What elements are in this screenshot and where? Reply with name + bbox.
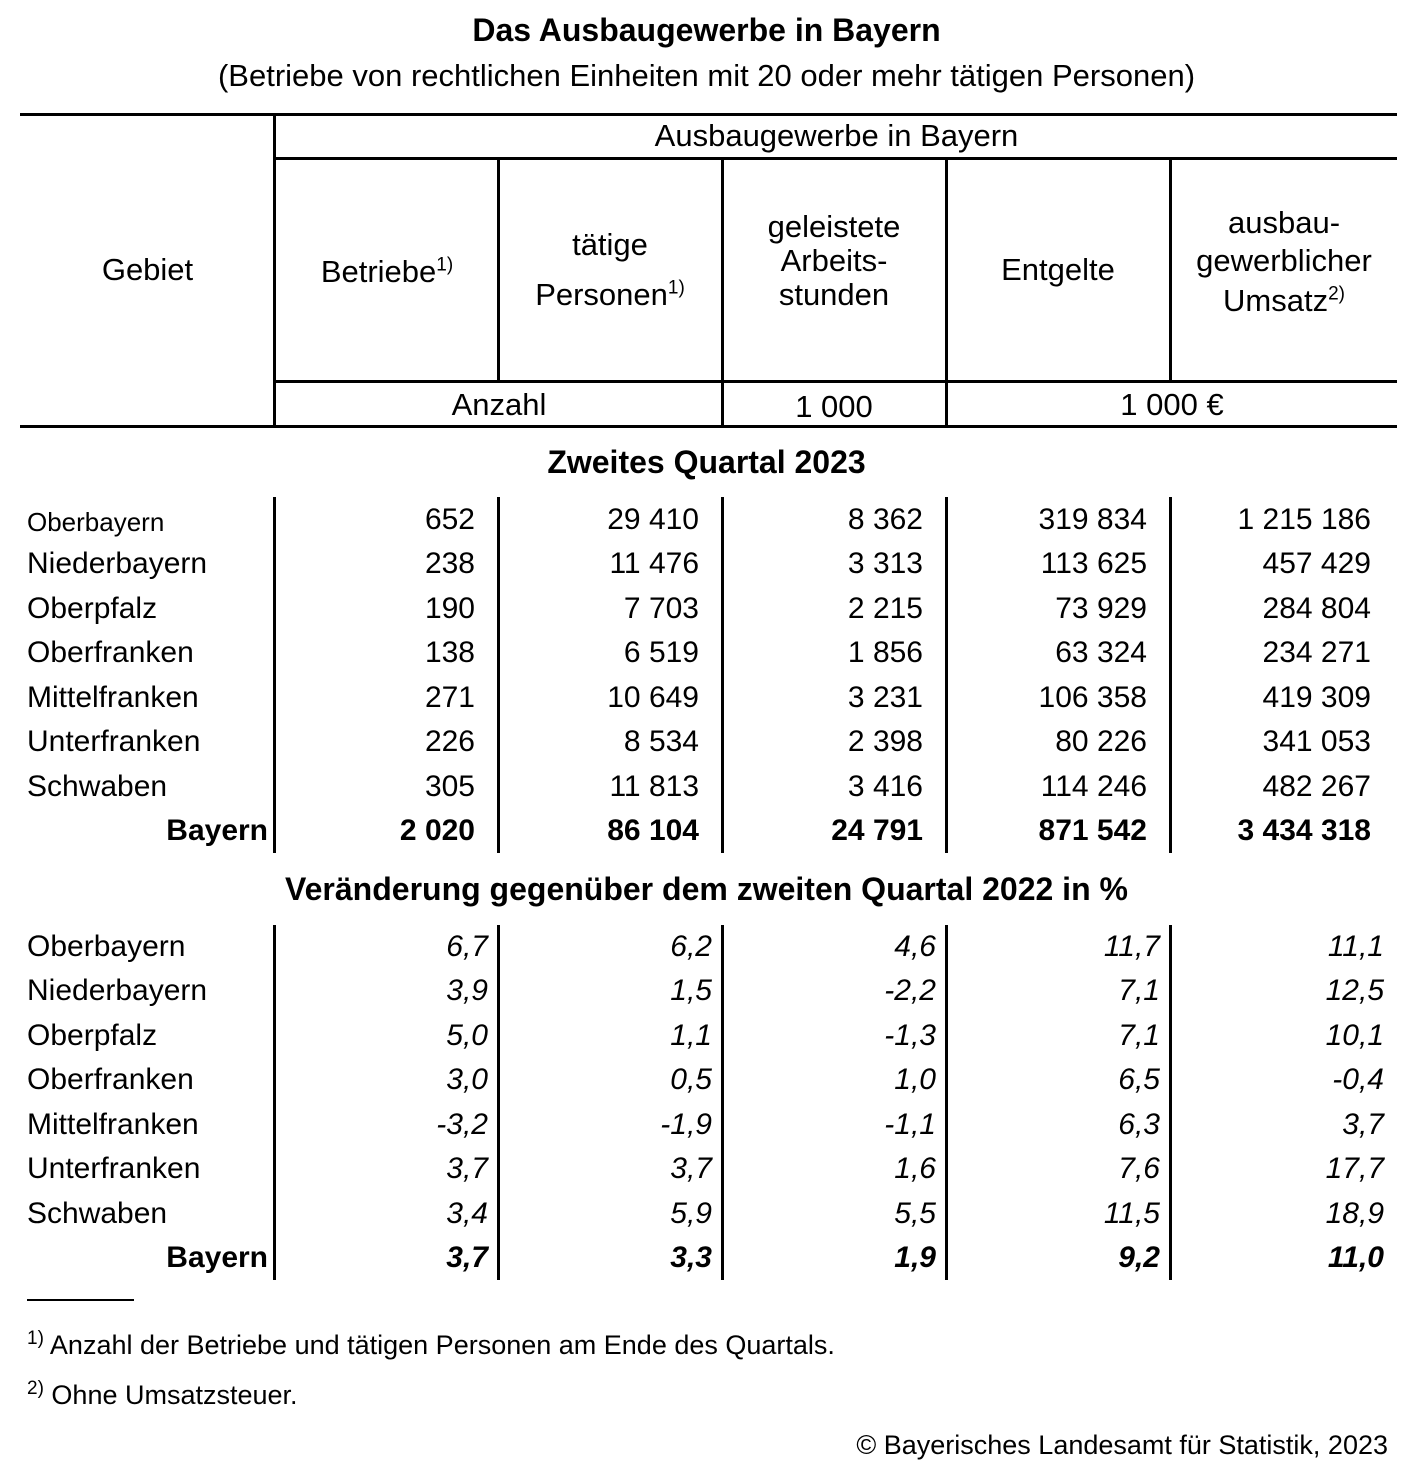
cell-stunden: 3 231 bbox=[847, 681, 923, 714]
cell-entgelte: 63 324 bbox=[1055, 636, 1147, 669]
cell-entgelte: 6,3 bbox=[1118, 1108, 1160, 1141]
table-row bbox=[0, 503, 1413, 547]
cell-stunden: 8 362 bbox=[847, 503, 923, 536]
unit-rule bbox=[275, 380, 1397, 383]
header-group: Ausbaugewerbe in Bayern bbox=[654, 118, 1019, 153]
header-col3-line1: geleistete bbox=[767, 209, 901, 244]
table-row bbox=[0, 636, 1413, 680]
page-subtitle: (Betriebe von rechtlichen Einheiten mit 20 oder mehr tätigen Personen) bbox=[217, 58, 1196, 93]
row-label: Oberfranken bbox=[27, 1063, 194, 1096]
footnote-2 bbox=[27, 1380, 298, 1411]
footnote-1 bbox=[27, 1330, 835, 1361]
cell-personen: 10 649 bbox=[607, 681, 699, 714]
cell-betriebe: 305 bbox=[424, 770, 475, 803]
row-label: Niederbayern bbox=[27, 547, 208, 580]
cell-betriebe: 6,7 bbox=[446, 930, 488, 963]
section-title-q2-2023: Zweites Quartal 2023 bbox=[547, 444, 866, 480]
table-row bbox=[0, 930, 1413, 974]
cell-entgelte: 106 358 bbox=[1038, 681, 1147, 714]
cell-personen: 5,9 bbox=[670, 1197, 712, 1230]
header-col3-line3: stunden bbox=[778, 277, 890, 312]
cell-betriebe: 5,0 bbox=[446, 1019, 488, 1052]
cell-betriebe: -3,2 bbox=[436, 1108, 488, 1141]
footnote-2-text: Ohne Umsatzsteuer. bbox=[51, 1380, 298, 1410]
table-row bbox=[0, 1063, 1413, 1107]
table-row bbox=[0, 1197, 1413, 1241]
cell-entgelte: 11,5 bbox=[1103, 1197, 1160, 1230]
cell-betriebe: 3,0 bbox=[446, 1063, 488, 1096]
unit-1000-euro: 1 000 € bbox=[1120, 387, 1224, 422]
table-row bbox=[0, 1019, 1413, 1063]
table-row bbox=[0, 1152, 1413, 1196]
cell-entgelte: 113 625 bbox=[1040, 547, 1147, 580]
table-row bbox=[0, 592, 1413, 636]
row-label: Oberbayern bbox=[27, 507, 165, 537]
cell-personen: 1,1 bbox=[670, 1019, 712, 1052]
cell-betriebe: 238 bbox=[424, 547, 475, 580]
row-label: Schwaben bbox=[27, 770, 168, 803]
cell-entgelte: 319 834 bbox=[1038, 503, 1147, 536]
cell-betriebe: 652 bbox=[424, 503, 475, 536]
cell-stunden: 2 398 bbox=[847, 725, 923, 758]
row-label: Mittelfranken bbox=[27, 1108, 199, 1141]
footnote-rule bbox=[27, 1299, 134, 1301]
cell-umsatz: -0,4 bbox=[1332, 1063, 1384, 1096]
row-label: Schwaben bbox=[27, 1197, 168, 1230]
row-label: Oberpfalz bbox=[27, 1019, 158, 1052]
row-label: Oberpfalz bbox=[27, 592, 158, 625]
cell-umsatz: 234 271 bbox=[1262, 636, 1371, 669]
row-label: Oberbayern bbox=[27, 930, 186, 963]
section-title-change: Veränderung gegenüber dem zweiten Quartal 2022 in % bbox=[285, 871, 1128, 907]
cell-personen: 1,5 bbox=[670, 974, 712, 1007]
cell-personen: 7 703 bbox=[623, 592, 699, 625]
cell-stunden: -1,1 bbox=[884, 1108, 936, 1141]
cell-betriebe: 271 bbox=[424, 681, 475, 714]
header-taetige-personen bbox=[499, 228, 721, 312]
cell-umsatz: 12,5 bbox=[1325, 974, 1384, 1007]
unit-anzahl: Anzahl bbox=[451, 387, 547, 422]
cell-betriebe: 190 bbox=[424, 592, 475, 625]
cell-entgelte: 9,2 bbox=[1118, 1241, 1160, 1274]
cell-betriebe: 226 bbox=[424, 725, 475, 758]
cell-personen: 3,3 bbox=[670, 1241, 712, 1274]
header-betriebe-label: Betriebe bbox=[320, 254, 437, 289]
cell-personen: 11 476 bbox=[609, 547, 699, 580]
header-arbeitsstunden bbox=[723, 210, 945, 312]
cell-betriebe: 3,9 bbox=[446, 974, 488, 1007]
cell-umsatz: 18,9 bbox=[1325, 1197, 1384, 1230]
table-row-total bbox=[0, 1241, 1413, 1285]
cell-entgelte: 114 246 bbox=[1040, 770, 1147, 803]
cell-personen: 3,7 bbox=[670, 1152, 712, 1185]
row-label: Unterfranken bbox=[27, 1152, 201, 1185]
cell-stunden: 4,6 bbox=[894, 930, 936, 963]
unit-1000: 1 000 bbox=[795, 389, 873, 424]
row-label: Niederbayern bbox=[27, 974, 208, 1007]
cell-entgelte: 73 929 bbox=[1055, 592, 1147, 625]
cell-personen: 8 534 bbox=[623, 725, 699, 758]
cell-stunden: 1,6 bbox=[894, 1152, 936, 1185]
cell-entgelte: 7,6 bbox=[1118, 1152, 1160, 1185]
cell-entgelte: 871 542 bbox=[1038, 814, 1147, 847]
header-col5-line3: Umsatz bbox=[1223, 283, 1329, 318]
cell-betriebe: 3,4 bbox=[446, 1197, 488, 1230]
header-umsatz bbox=[1171, 206, 1397, 318]
cell-stunden: -1,3 bbox=[884, 1019, 936, 1052]
cell-umsatz: 1 215 186 bbox=[1237, 503, 1371, 536]
cell-stunden: 24 791 bbox=[831, 814, 923, 847]
cell-personen: 11 813 bbox=[609, 770, 699, 803]
footnote-1-mark: 1) bbox=[27, 1328, 44, 1349]
table-row bbox=[0, 770, 1413, 814]
header-betriebe bbox=[276, 255, 498, 289]
header-bottom-rule bbox=[20, 425, 1397, 428]
row-label: Oberfranken bbox=[27, 636, 194, 669]
table-row-total bbox=[0, 814, 1413, 858]
cell-entgelte: 7,1 bbox=[1118, 974, 1160, 1007]
cell-umsatz: 11,0 bbox=[1327, 1241, 1384, 1274]
cell-umsatz: 341 053 bbox=[1262, 725, 1371, 758]
header-col2-line1: tätige bbox=[572, 227, 648, 262]
cell-entgelte: 7,1 bbox=[1118, 1019, 1160, 1052]
row-label: Mittelfranken bbox=[27, 681, 199, 714]
header-top-rule bbox=[20, 113, 1397, 116]
page-title: Das Ausbaugewerbe in Bayern bbox=[472, 12, 941, 48]
cell-stunden: -2,2 bbox=[884, 974, 936, 1007]
cell-stunden: 5,5 bbox=[894, 1197, 936, 1230]
cell-umsatz: 10,1 bbox=[1325, 1019, 1384, 1052]
cell-umsatz: 457 429 bbox=[1262, 547, 1371, 580]
cell-personen: 0,5 bbox=[670, 1063, 712, 1096]
row-label-total: Bayern bbox=[166, 1241, 268, 1274]
footnote-ref: 2) bbox=[1328, 283, 1345, 305]
cell-stunden: 3 416 bbox=[847, 770, 923, 803]
cell-entgelte: 11,7 bbox=[1103, 930, 1160, 963]
cell-umsatz: 11,1 bbox=[1327, 930, 1384, 963]
cell-betriebe: 3,7 bbox=[446, 1152, 488, 1185]
footnote-2-mark: 2) bbox=[27, 1378, 44, 1399]
cell-entgelte: 6,5 bbox=[1118, 1063, 1160, 1096]
header-col5-line1: ausbau- bbox=[1227, 205, 1341, 240]
row-label-total: Bayern bbox=[166, 814, 268, 847]
cell-personen: 86 104 bbox=[607, 814, 699, 847]
cell-personen: -1,9 bbox=[660, 1108, 712, 1141]
cell-umsatz: 3 434 318 bbox=[1237, 814, 1371, 847]
cell-umsatz: 3,7 bbox=[1342, 1108, 1384, 1141]
cell-umsatz: 17,7 bbox=[1325, 1152, 1384, 1185]
cell-personen: 6,2 bbox=[670, 930, 712, 963]
table-row bbox=[0, 725, 1413, 769]
cell-stunden: 3 313 bbox=[847, 547, 923, 580]
header-col2-line2: Personen bbox=[535, 277, 668, 312]
header-entgelte: Entgelte bbox=[1001, 252, 1115, 287]
cell-personen: 29 410 bbox=[607, 503, 699, 536]
cell-stunden: 1,0 bbox=[894, 1063, 936, 1096]
cell-betriebe: 3,7 bbox=[446, 1241, 488, 1274]
cell-stunden: 1 856 bbox=[847, 636, 923, 669]
footnote-1-text: Anzahl der Betriebe und tätigen Personen am Ende des Quartals. bbox=[49, 1330, 835, 1360]
copyright: © Bayerisches Landesamt für Statistik, 2023 bbox=[856, 1430, 1388, 1460]
cell-entgelte: 80 226 bbox=[1055, 725, 1147, 758]
footnote-ref: 1) bbox=[667, 277, 685, 299]
header-gebiet: Gebiet bbox=[101, 252, 194, 287]
cell-personen: 6 519 bbox=[623, 636, 699, 669]
footnote-ref: 1) bbox=[436, 254, 454, 276]
header-col5-line2: gewerblicher bbox=[1196, 243, 1372, 278]
table-row bbox=[0, 974, 1413, 1018]
cell-umsatz: 482 267 bbox=[1262, 770, 1371, 803]
cell-betriebe: 138 bbox=[424, 636, 475, 669]
cell-betriebe: 2 020 bbox=[399, 814, 475, 847]
table-row bbox=[0, 547, 1413, 591]
cell-stunden: 2 215 bbox=[847, 592, 923, 625]
header-divider-3 bbox=[945, 158, 948, 427]
group-rule bbox=[275, 157, 1397, 160]
table-row bbox=[0, 1108, 1413, 1152]
cell-umsatz: 284 804 bbox=[1262, 592, 1371, 625]
row-label: Unterfranken bbox=[27, 725, 201, 758]
cell-stunden: 1,9 bbox=[894, 1241, 936, 1274]
table-row bbox=[0, 681, 1413, 725]
header-col3-line2: Arbeits- bbox=[780, 243, 888, 278]
cell-umsatz: 419 309 bbox=[1262, 681, 1371, 714]
